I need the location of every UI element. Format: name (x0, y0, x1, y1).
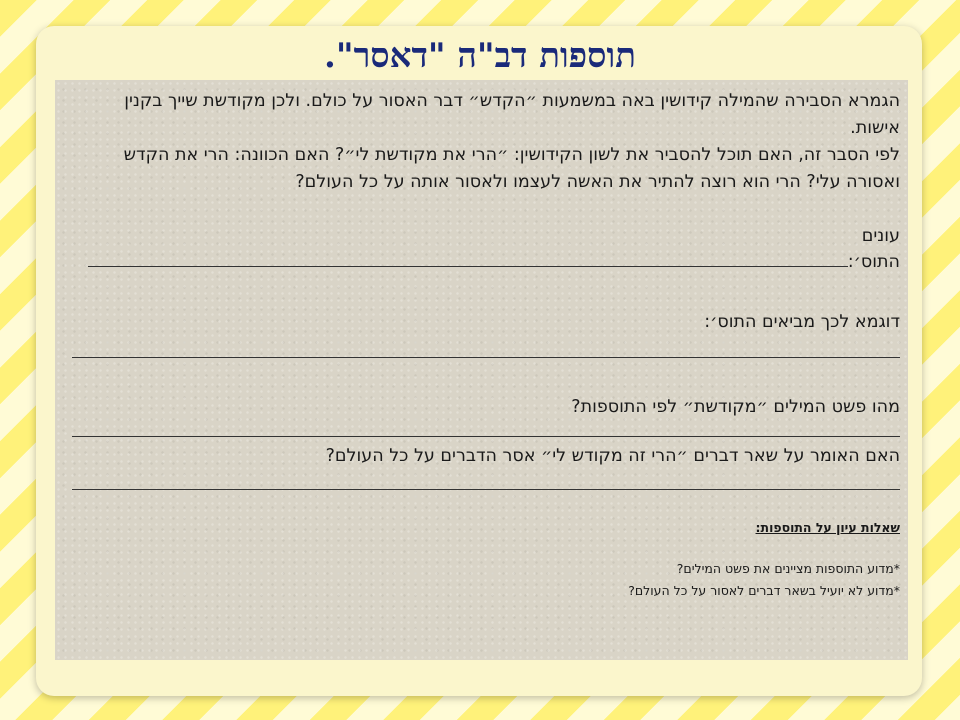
intro-paragraph-1: הגמרא הסבירה שהמילה קידושין באה במשמעות ״הקדש״ דבר האסור על כולם. ולכן מקודשת שייך בקנין אישות. (124, 91, 900, 138)
tosfot-answer-row (72, 249, 900, 275)
tosfot-label: התוס׳: (847, 252, 900, 272)
study-question-1: *מדוע התוספות מציינים את פשט המילים? (676, 561, 900, 576)
intro-paragraph-2: לפי הסבר זה, האם תוכל להסביר את לשון הקידושין: ״הרי את מקודשת לי״? האם הכוונה: הרי את הקדש ואסורה עלי? הרי הוא רוצה להתיר את האשה לעצמו ולאסור אותה על כל העולם? (123, 145, 900, 192)
peshat-question: מהו פשט המילים ״מקודשת״ לפי התוספות? (571, 397, 900, 417)
study-questions-heading: שאלות עיון על התוספות: (755, 520, 900, 535)
study-question-2: *מדוע לא יועיל בשאר דברים לאסור על כל העולם? (628, 583, 900, 598)
answers-label: עונים (861, 226, 900, 246)
page-title: תוספות דב"ה "דאסר". (324, 36, 636, 76)
example-question: דוגמא לכך מביאים התוס׳: (704, 312, 900, 332)
worksheet-content (72, 88, 900, 602)
tosfot-answer-line[interactable] (88, 266, 848, 267)
other-things-question: האם האומר על שאר דברים ״הרי זה מקודש לי״ אסר הדברים על כל העולם? (325, 446, 900, 466)
